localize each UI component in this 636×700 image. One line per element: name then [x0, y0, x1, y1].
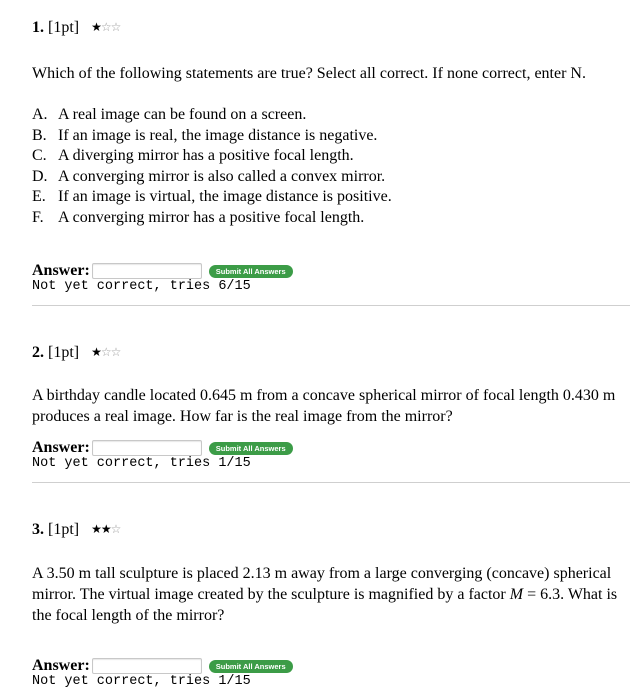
answer-label: Answer:	[32, 262, 90, 279]
star-filled-icon: ★	[91, 20, 101, 34]
choice-c	[32, 146, 392, 167]
answer-input[interactable]	[92, 263, 202, 279]
divider	[32, 482, 630, 483]
choice-b	[32, 126, 392, 147]
question-variable: M	[509, 586, 524, 603]
choice-list	[32, 105, 392, 229]
question-text: A birthday candle located 0.645 m from a concave spherical mirror of focal length 0.430 m produces a real image. How far is the real image from the mirror?	[32, 387, 616, 425]
problem-points: [1pt]	[48, 521, 80, 538]
choice-text: If an image is virtual, the image distance is positive.	[58, 188, 392, 206]
difficulty-stars	[91, 20, 120, 35]
submit-all-answers-button[interactable]: Submit All Answers	[209, 265, 293, 278]
choice-text: A converging mirror has a positive focal length.	[58, 208, 365, 226]
answer-input[interactable]	[92, 440, 202, 456]
status-text: Not yet correct, tries 6/15	[32, 279, 251, 294]
question-text: Which of the following statements are true? Select all correct. If none correct, enter N.	[32, 65, 586, 82]
choice-text: If an image is real, the image distance is negative.	[58, 126, 378, 144]
choice-e	[32, 187, 392, 208]
choice-d	[32, 167, 392, 188]
question-text-part: A 3.50 m tall sculpture is placed 2.13 m away from a large converging (concave) spherical mirror. The virtual image created by the sculpture is magnified by a factor	[32, 565, 612, 603]
choice-f	[32, 208, 392, 229]
choice-text: A diverging mirror has a positive focal length.	[58, 147, 354, 165]
choice-letter: F.	[32, 208, 44, 226]
answer-row	[32, 439, 293, 457]
choice-letter: C.	[32, 147, 47, 165]
question-text	[32, 563, 632, 626]
answer-label: Answer:	[32, 439, 90, 456]
difficulty-stars	[91, 345, 120, 360]
status-text: Not yet correct, tries 1/15	[32, 674, 251, 689]
problem-header	[32, 19, 120, 37]
choice-text: A converging mirror is also called a convex mirror.	[58, 167, 386, 185]
answer-input[interactable]	[92, 658, 202, 674]
answer-row	[32, 262, 293, 280]
choice-letter: A.	[32, 106, 48, 123]
star-filled-icon: ★★	[91, 522, 111, 536]
problem-points: [1pt]	[48, 19, 80, 36]
question-text-part: = 6.3. What is the focal length of the mirror?	[32, 586, 618, 624]
problem-number: 2.	[32, 344, 44, 361]
answer-label: Answer:	[32, 657, 90, 674]
choice-letter: B.	[32, 126, 47, 144]
answer-row	[32, 657, 293, 675]
divider	[32, 305, 630, 306]
choice-letter: E.	[32, 188, 46, 206]
submit-all-answers-button[interactable]: Submit All Answers	[209, 660, 293, 673]
problem-points: [1pt]	[48, 344, 80, 361]
choice-letter: D.	[32, 167, 48, 185]
problem-header	[32, 344, 120, 362]
submit-all-answers-button[interactable]: Submit All Answers	[209, 442, 293, 455]
star-empty-icon: ☆☆	[100, 345, 121, 359]
problem-number: 3.	[32, 521, 44, 538]
difficulty-stars	[91, 522, 120, 537]
star-empty-icon: ☆	[110, 522, 121, 536]
problem-header	[32, 521, 120, 539]
choice-text: A real image can be found on a screen.	[58, 106, 307, 123]
choice-a	[32, 105, 392, 126]
star-filled-icon: ★	[91, 345, 101, 359]
status-text: Not yet correct, tries 1/15	[32, 456, 251, 471]
problem-number: 1.	[32, 19, 44, 36]
star-empty-icon: ☆☆	[100, 20, 121, 34]
